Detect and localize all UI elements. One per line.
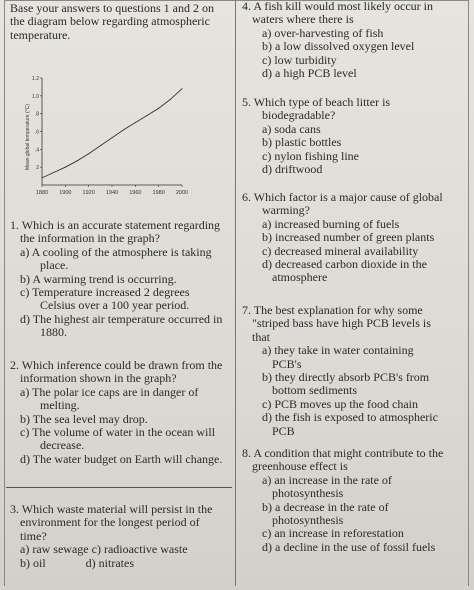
q1-option-d[interactable]: d) The highest air temperature occurred in — [20, 311, 223, 326]
intro-line: the diagram below regarding atmospheric — [10, 14, 210, 29]
q7-option-c[interactable]: c) PCB moves up the food chain — [262, 396, 418, 411]
data-point — [158, 108, 159, 109]
q5-stem: 5. Which type of beach litter is — [242, 95, 391, 109]
q3-option-d[interactable]: d) nitrates — [85, 555, 134, 570]
q7-option-b[interactable]: b) they directly absorb PCB's from — [262, 370, 430, 385]
x-tick-label: 1880 — [35, 190, 49, 196]
q4-stem: 4. A fish kill would most likely occur in — [242, 0, 433, 13]
data-point — [100, 145, 101, 146]
q4-stem: waters where there is — [252, 12, 354, 27]
question-2 — [10, 359, 232, 466]
y-tick-label: .8 — [34, 111, 39, 118]
x-tick-label: 1900 — [59, 190, 72, 196]
q6-option-c[interactable]: c) decreased mineral availability — [262, 243, 419, 258]
data-point — [112, 137, 113, 138]
q5-stem: biodegradable? — [262, 108, 336, 123]
q4-option-d[interactable]: d) a high PCB level — [262, 66, 357, 81]
section-rule — [6, 487, 232, 488]
q8-option-c[interactable]: c) an increase in reforestation — [262, 526, 404, 541]
q6-option-d[interactable]: d) decreased carbon dioxide in the — [262, 257, 427, 272]
q1-option-b[interactable]: b) A warming trend is occurring. — [20, 271, 177, 286]
x-tick-label: 1960 — [129, 190, 142, 196]
data-point — [135, 122, 136, 123]
y-tick-label: .6 — [34, 129, 39, 136]
data-point — [182, 88, 183, 89]
q4-option-b[interactable]: b) a low dissolved oxygen level — [262, 39, 415, 54]
q7-option-d: PCB — [272, 423, 295, 438]
x-tick-label: 2000 — [175, 190, 189, 196]
y-axis-label: Mean global temperature (°C) — [25, 104, 31, 170]
q5-option-b[interactable]: b) plastic bottles — [262, 135, 342, 150]
q5-option-d[interactable]: d) driftwood — [262, 162, 323, 177]
q3-option-b[interactable]: b) oil — [20, 555, 46, 570]
q5-option-a[interactable]: a) soda cans — [262, 121, 321, 136]
y-tick-label: 1.0 — [32, 93, 39, 100]
q4-option-a[interactable]: a) over-harvesting of fish — [262, 25, 384, 40]
q6-stem: warming? — [262, 203, 310, 218]
q3-options-a-c[interactable]: a) raw sewage c) radioactive waste — [20, 542, 188, 557]
q7-stem: that — [252, 329, 270, 344]
q8-option-a[interactable]: a) an increase in the rate of — [262, 472, 392, 487]
question-3 — [10, 503, 232, 570]
q7-option-a: PCB's — [272, 356, 302, 371]
y-tick-label: 2 — [36, 165, 39, 172]
q7-option-b: bottom sediments — [272, 383, 357, 398]
data-point — [77, 160, 78, 161]
data-point — [147, 115, 148, 116]
q8-option-a: photosynthesis — [272, 486, 344, 501]
q1-option-c: Celsius over a 100 year period. — [40, 298, 190, 313]
x-tick-label: 1920 — [82, 190, 95, 196]
q1-option-a: place. — [40, 258, 69, 273]
left-column — [10, 0, 232, 42]
intro-line: temperature. — [10, 27, 71, 42]
q2-option-b[interactable]: b) The sea level may drop. — [20, 411, 148, 426]
column-divider — [235, 0, 236, 586]
q1-option-d: 1880. — [40, 325, 67, 340]
q3-stem: 3. Which waste material will persist in the — [10, 502, 213, 516]
data-point — [42, 177, 43, 178]
y-tick-label: 1.2 — [32, 76, 39, 82]
intro-line: Base your answers to questions 1 and 2 on — [10, 1, 214, 15]
data-point — [88, 153, 89, 154]
y-tick-label: .4 — [34, 147, 39, 154]
q7-option-a[interactable]: a) they take in water containing — [262, 343, 414, 358]
q6-option-a[interactable]: a) increased burning of fuels — [262, 216, 400, 231]
q8-stem: 8. A condition that might contribute to the — [242, 446, 444, 460]
q8-stem: greenhouse effect is — [252, 459, 348, 474]
q1-option-c[interactable]: c) Temperature increased 2 degrees — [20, 285, 190, 300]
page-frame-right — [468, 0, 469, 586]
q2-option-d[interactable]: d) The water budget on Earth will change. — [20, 451, 223, 466]
q3-stem: environment for the longest period of — [20, 515, 200, 530]
question-7 — [242, 304, 468, 438]
question-6 — [242, 191, 468, 285]
temperature-chart-svg — [22, 70, 222, 200]
q2-stem: information shown in the graph? — [20, 371, 177, 386]
q7-stem: 7. The best explanation for why some — [242, 303, 423, 317]
q2-option-c: decrease. — [40, 438, 85, 453]
question-1 — [10, 219, 232, 340]
x-tick-label: 1980 — [152, 190, 165, 196]
q7-stem: "striped bass have high PCB levels is — [252, 316, 431, 331]
data-point — [53, 172, 54, 173]
q3-options-b-d — [10, 557, 232, 570]
q2-option-a: melting. — [40, 398, 80, 413]
q5-option-c[interactable]: c) nylon fishing line — [262, 148, 359, 163]
q2-option-c[interactable]: c) The volume of water in the ocean will — [20, 425, 216, 440]
q3-stem: time? — [20, 528, 47, 543]
question-8 — [242, 447, 468, 554]
q1-stem: the information in the graph? — [20, 231, 160, 246]
q2-option-a[interactable]: a) The polar ice caps are in danger of — [20, 384, 199, 399]
q8-option-b: photosynthesis — [272, 513, 344, 528]
q1-stem: 1. Which is an accurate statement regarding — [10, 218, 221, 232]
q4-option-c[interactable]: c) low turbidity — [262, 52, 337, 67]
question-5 — [242, 96, 468, 176]
q6-option-b[interactable]: b) increased number of green plants — [262, 230, 435, 245]
right-column — [242, 0, 468, 80]
q1-option-a[interactable]: a) A cooling of the atmosphere is taking — [20, 244, 212, 259]
temperature-series-line — [42, 89, 182, 178]
q2-stem: 2. Which inference could be drawn from the — [10, 358, 223, 372]
data-point — [170, 99, 171, 100]
x-tick-label: 1940 — [105, 190, 119, 196]
q8-option-d[interactable]: d) a decline in the use of fossil fuels — [262, 539, 436, 554]
data-point — [65, 167, 66, 168]
q7-option-d[interactable]: d) the fish is exposed to atmospheric — [262, 410, 438, 425]
page-frame-left — [4, 0, 5, 586]
q6-stem: 6. Which factor is a major cause of global — [242, 190, 443, 204]
q6-option-d: atmosphere — [272, 270, 328, 285]
data-point — [123, 129, 124, 130]
q8-option-b[interactable]: b) a decrease in the rate of — [262, 499, 389, 514]
temperature-graph — [22, 70, 222, 200]
